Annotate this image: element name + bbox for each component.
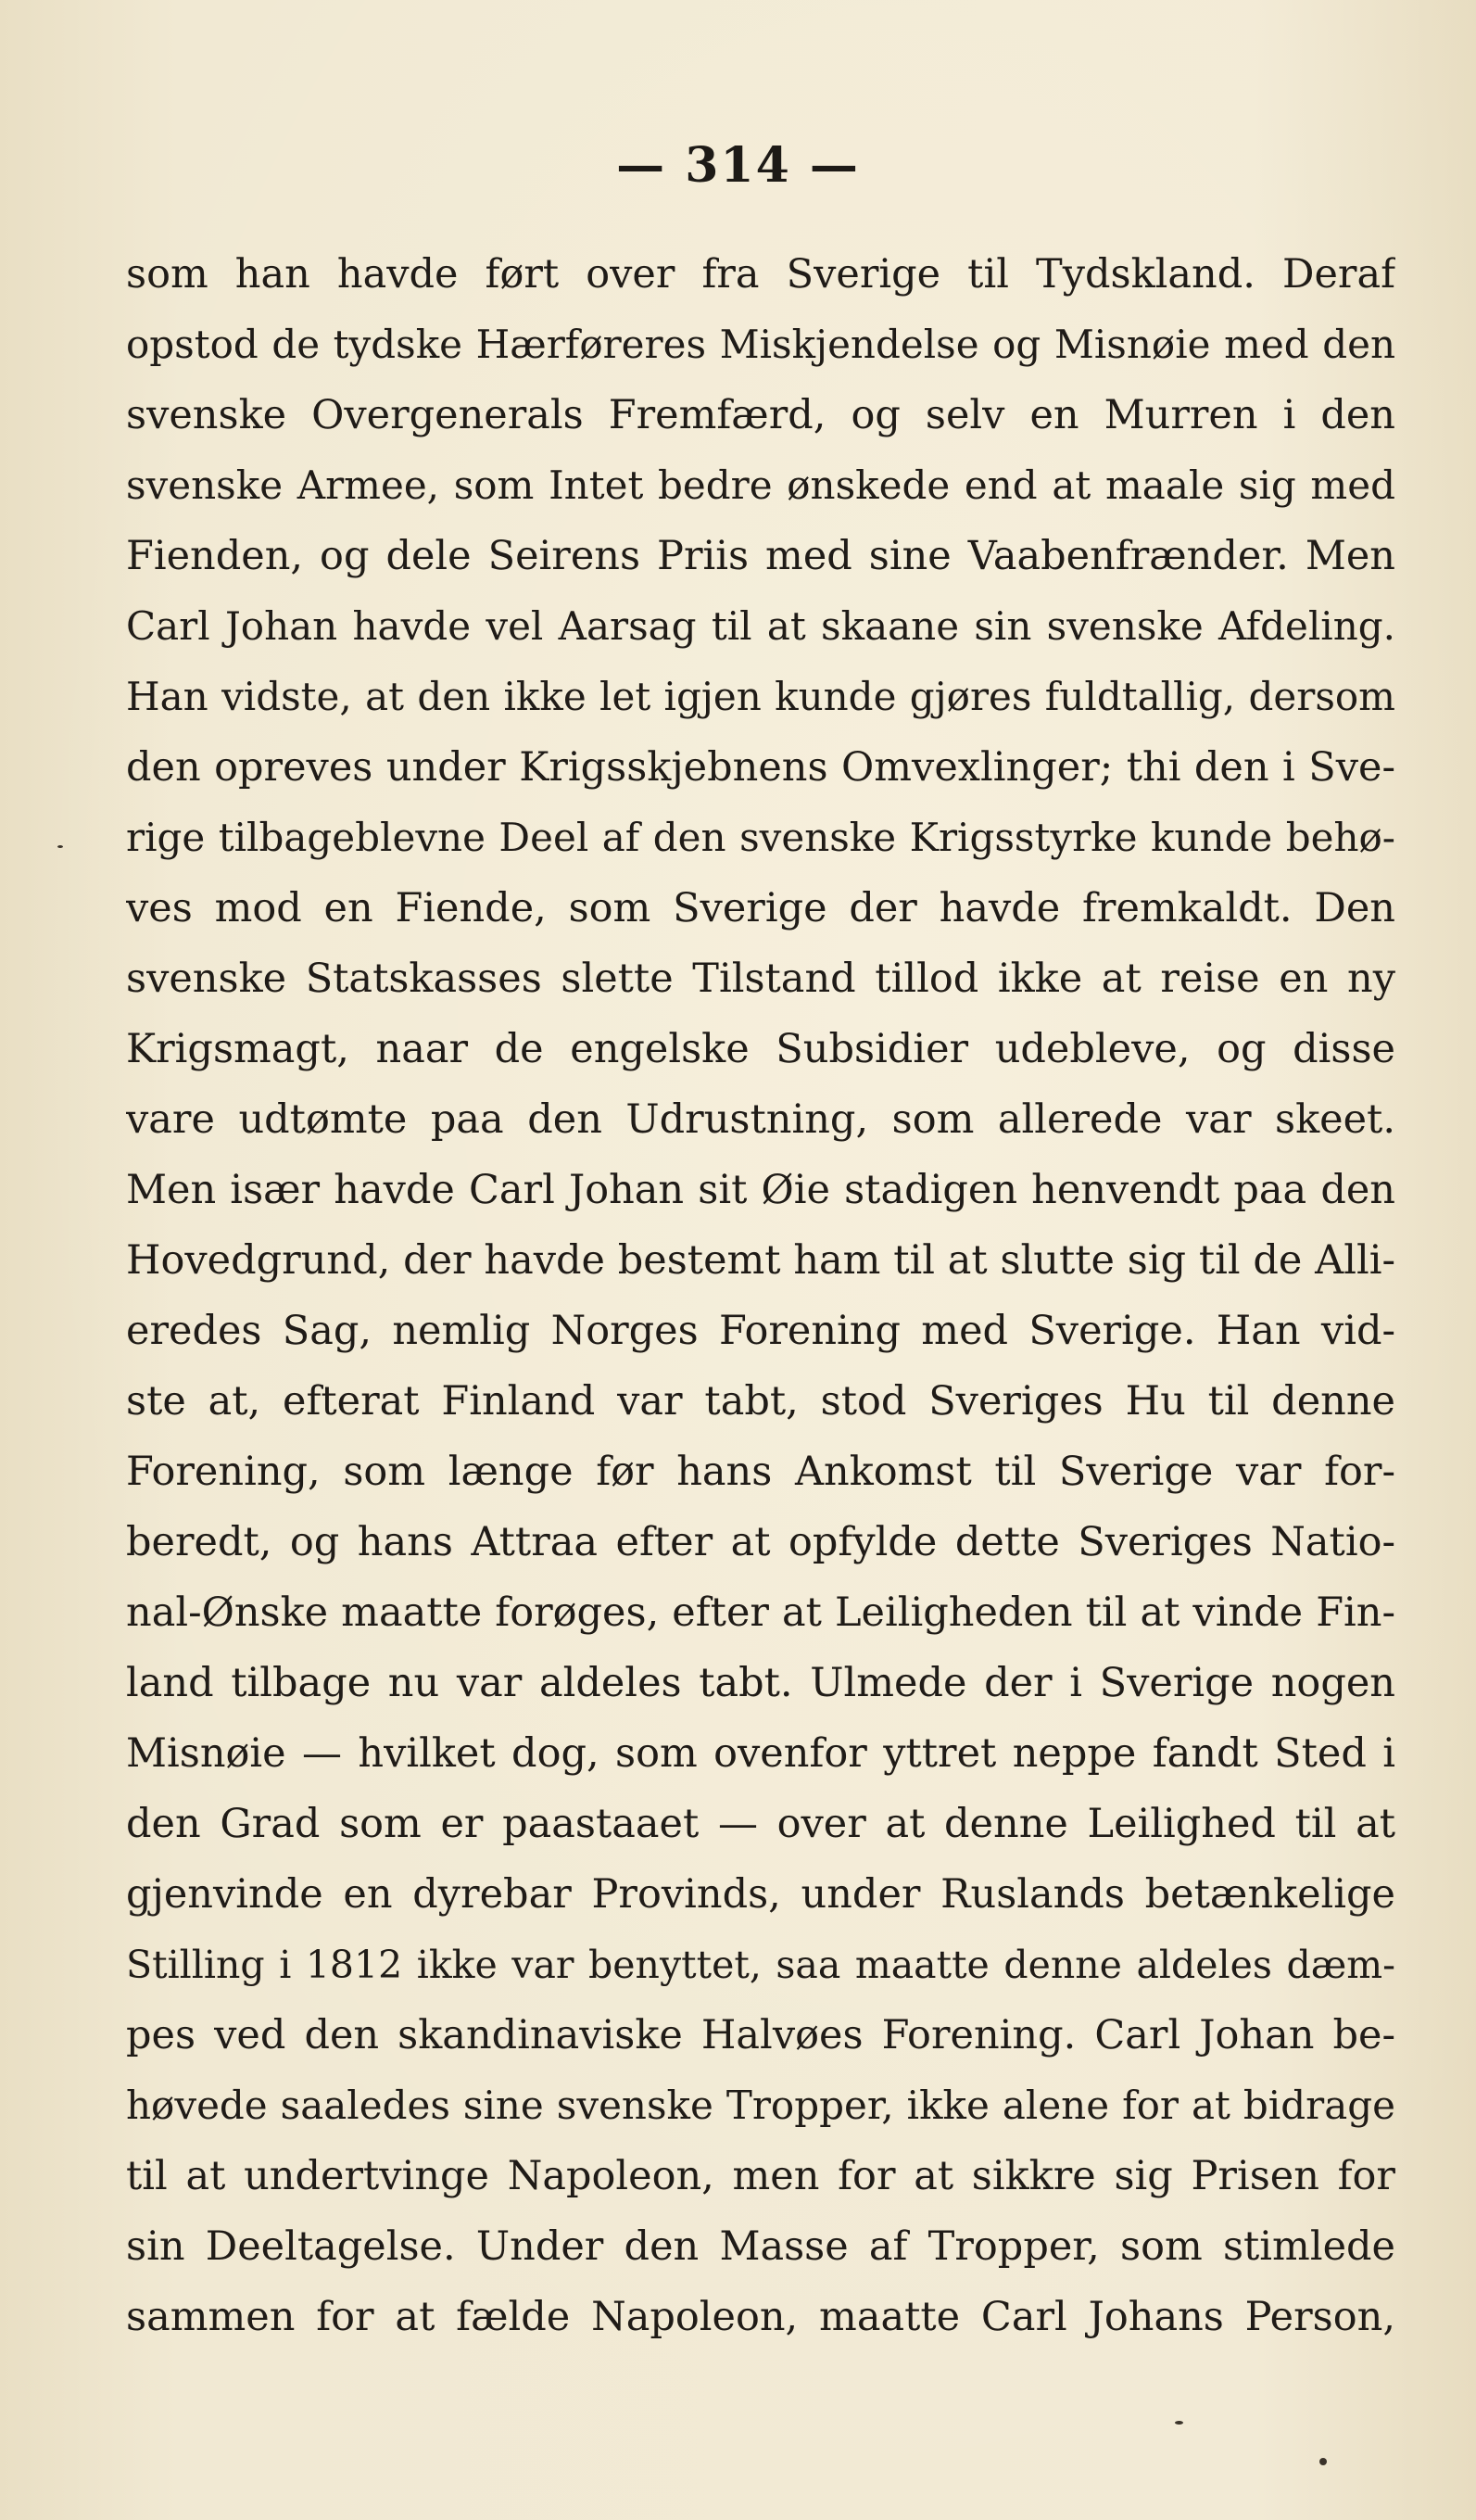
text-line: vare udtømte paa den Udrustning, som allerede var skeet.: [126, 1096, 1395, 1143]
text-line: gjenvinde en dyrebar Provinds, under Ruslands betænkelige: [126, 1871, 1395, 1918]
text-line: høvede saaledes sine svenske Tropper, ikke alene for at bidrage: [126, 2083, 1395, 2128]
text-line: svenske Armee, som Intet bedre ønskede end at maale sig med: [126, 462, 1395, 508]
text-line: ves mod en Fiende, som Sverige der havde fremkaldt. Den: [126, 885, 1395, 931]
text-line: Misnøie — hvilket dog, som ovenfor yttret neppe fandt Sted i: [126, 1730, 1395, 1777]
text-line: Men især havde Carl Johan sit Øie stadigen henvendt paa den: [126, 1167, 1395, 1213]
text-line: eredes Sag, nemlig Norges Forening med Sverige. Han vid-: [126, 1308, 1395, 1354]
paper-speck: [57, 845, 63, 848]
paper-speck: [1175, 2421, 1183, 2425]
text-line: svenske Statskasses slette Tilstand tillod ikke at reise en ny: [126, 956, 1395, 1002]
text-line: Hovedgrund, der havde bestemt ham til at slutte sig til de Alli-: [126, 1237, 1395, 1284]
text-line: Forening, som længe før hans Ankomst til Sverige var for-: [126, 1449, 1395, 1495]
paper-speck: [1319, 2458, 1327, 2465]
text-line: Han vidste, at den ikke let igjen kunde gjøres fuldtallig, dersom: [126, 674, 1395, 719]
text-line: til at undertvinge Napoleon, men for at sikkre sig Prisen for: [126, 2153, 1395, 2199]
text-line: opstod de tydske Hærføreres Miskjendelse og Misnøie med den: [126, 322, 1395, 367]
text-line: rige tilbageblevne Deel af den svenske Krigsstyrke kunde behø-: [126, 815, 1395, 860]
text-line: den opreves under Krigsskjebnens Omvexlinger; thi den i Sve-: [126, 744, 1395, 791]
text-line: pes ved den skandinaviske Halvøes Forening. Carl Johan be-: [126, 2012, 1395, 2058]
text-line: Carl Johan havde vel Aarsag til at skaane sin svenske Afdeling.: [126, 603, 1395, 649]
text-line: land tilbage nu var aldeles tabt. Ulmede der i Sverige nogen: [126, 1660, 1395, 1706]
text-line: som han havde ført over fra Sverige til Tydskland. Deraf: [126, 251, 1395, 298]
text-line: sin Deeltagelse. Under den Masse af Tropper, som stimlede: [126, 2223, 1395, 2270]
text-line: Krigsmagt, naar de engelske Subsidier udebleve, og disse: [126, 1026, 1395, 1072]
text-line: svenske Overgenerals Fremfærd, og selv en Murren i den: [126, 392, 1395, 438]
body-text: [126, 239, 1395, 2352]
text-line: Stilling i 1812 ikke var benyttet, saa maatte denne aldeles dæm-: [126, 1943, 1395, 1987]
text-line: den Grad som er paastaaet — over at denne Leilighed til at: [126, 1801, 1395, 1847]
text-line: sammen for at fælde Napoleon, maatte Carl Johans Person,: [126, 2294, 1395, 2340]
text-line: ste at, efterat Finland var tabt, stod Sveriges Hu til denne: [126, 1378, 1395, 1425]
text-line: nal-Ønske maatte forøges, efter at Leiligheden til at vinde Fin-: [126, 1589, 1395, 1636]
page-number: — 314 —: [616, 137, 860, 194]
text-line: beredt, og hans Attraa efter at opfylde dette Sveriges Natio-: [126, 1519, 1395, 1565]
text-line: Fienden, og dele Seirens Priis med sine Vaabenfrænder. Men: [126, 533, 1395, 579]
